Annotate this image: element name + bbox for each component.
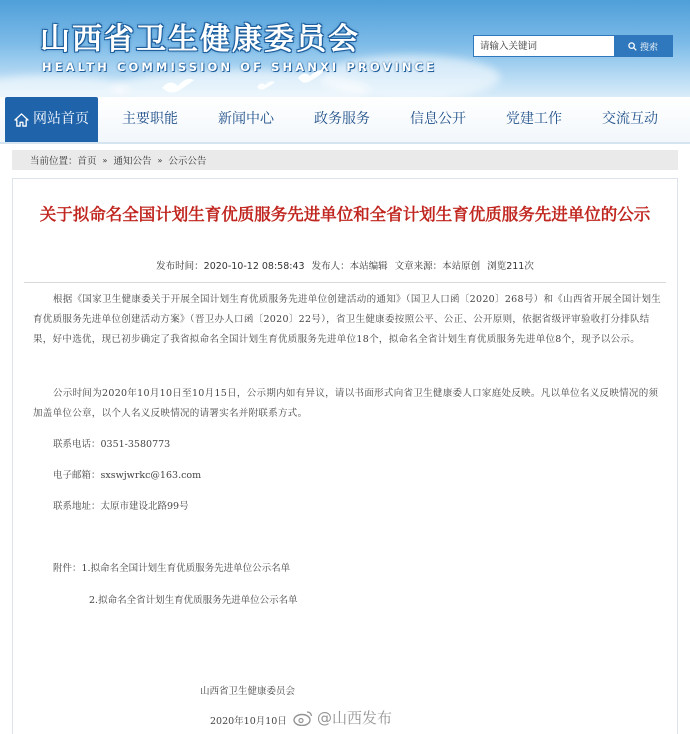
search-input[interactable]	[474, 36, 614, 56]
nav-item-label: 网站首页	[33, 111, 89, 127]
contact-phone: 联系电话：0351-3580773	[53, 439, 171, 450]
article-date: 2020年10月10日	[210, 716, 287, 727]
search-button[interactable]	[614, 36, 672, 56]
nav-item-functions[interactable]: 主要职能	[122, 111, 178, 127]
nav-item-party[interactable]: 党建工作	[506, 111, 562, 127]
breadcrumb	[12, 150, 678, 170]
signature: 山西省卫生健康委员会	[200, 686, 296, 697]
article-paragraph: 公示时间为2020年10月10日至10月15日，公示期内如有异议，请以书面形式向省卫生健康委人口家庭处反映。凡以单位名义反映情况的须加盖单位公章，以个人名义反映情况的请署实名并附联系方式。	[33, 388, 659, 419]
breadcrumb-notices[interactable]: 通知公告	[113, 156, 152, 167]
article-source: 文章来源：本站原创	[394, 261, 481, 272]
search-button-label: 搜索	[639, 42, 658, 53]
breadcrumb-prefix: 当前位置：	[30, 156, 78, 167]
dove-icon	[296, 68, 326, 86]
dove-icon	[256, 80, 276, 92]
dove-icon	[160, 76, 196, 96]
article-paragraph: 根据《国家卫生健康委关于开展全国计划生育优质服务先进单位创建活动的通知》（国卫人口函〔2020〕268号）和《山西省开展全国计划生育优质服务先进单位创建活动方案》（晋卫办人口函〔2020〕22号），省卫生健康委按照公平、公正、公开原则，依据省级评审验收打分排队结果，好中选优，现已初步确定了我省拟命名全国计划生育优质服务先进单位18个，拟命名全省计划生育优质服务先进单位8个，现予以公示。	[33, 294, 662, 345]
site-header	[0, 0, 690, 97]
breadcrumb-separator: »	[102, 155, 108, 165]
site-title[interactable]: 山西省卫生健康委员会	[40, 22, 360, 57]
nav-item-interaction[interactable]: 交流互动	[602, 111, 658, 127]
breadcrumb-announcements[interactable]: 公示公告	[168, 156, 207, 167]
main-nav	[0, 97, 690, 144]
contact-email: 电子邮箱：sxswjwrkc@163.com	[53, 470, 202, 481]
search-box	[473, 35, 673, 57]
nav-item-home[interactable]	[5, 97, 98, 142]
publisher: 发布人：本站编辑	[311, 261, 388, 272]
nav-item-disclosure[interactable]: 信息公开	[410, 111, 466, 127]
article-title: 关于拟命名全国计划生育优质服务先进单位和全省计划生育优质服务先进单位的公示	[39, 205, 651, 224]
search-icon	[628, 42, 637, 51]
view-count: 浏览211次	[487, 261, 534, 272]
attachment-link[interactable]: 2.拟命名全省计划生育优质服务先进单位公示名单	[89, 595, 298, 606]
nav-item-services[interactable]: 政务服务	[314, 111, 370, 127]
article-meta	[24, 258, 666, 283]
contact-address: 联系地址：太原市建设北路99号	[53, 501, 189, 512]
weibo-icon	[293, 710, 313, 726]
breadcrumb-separator: »	[157, 155, 163, 165]
breadcrumb-home[interactable]: 首页	[77, 156, 97, 167]
watermark-text: @山西发布	[317, 709, 393, 727]
attachment-link[interactable]: 附件：1.拟命名全国计划生育优质服务先进单位公示名单	[53, 563, 291, 574]
nav-item-news[interactable]: 新闻中心	[218, 111, 274, 127]
cloud-decoration	[0, 75, 130, 97]
weibo-watermark	[293, 707, 392, 728]
publish-time: 发布时间：2020-10-12 08:58:43	[156, 261, 305, 272]
home-icon	[14, 113, 29, 127]
site-subtitle: HEALTH COMMISSION OF SHANXI PROVINCE	[42, 60, 438, 74]
